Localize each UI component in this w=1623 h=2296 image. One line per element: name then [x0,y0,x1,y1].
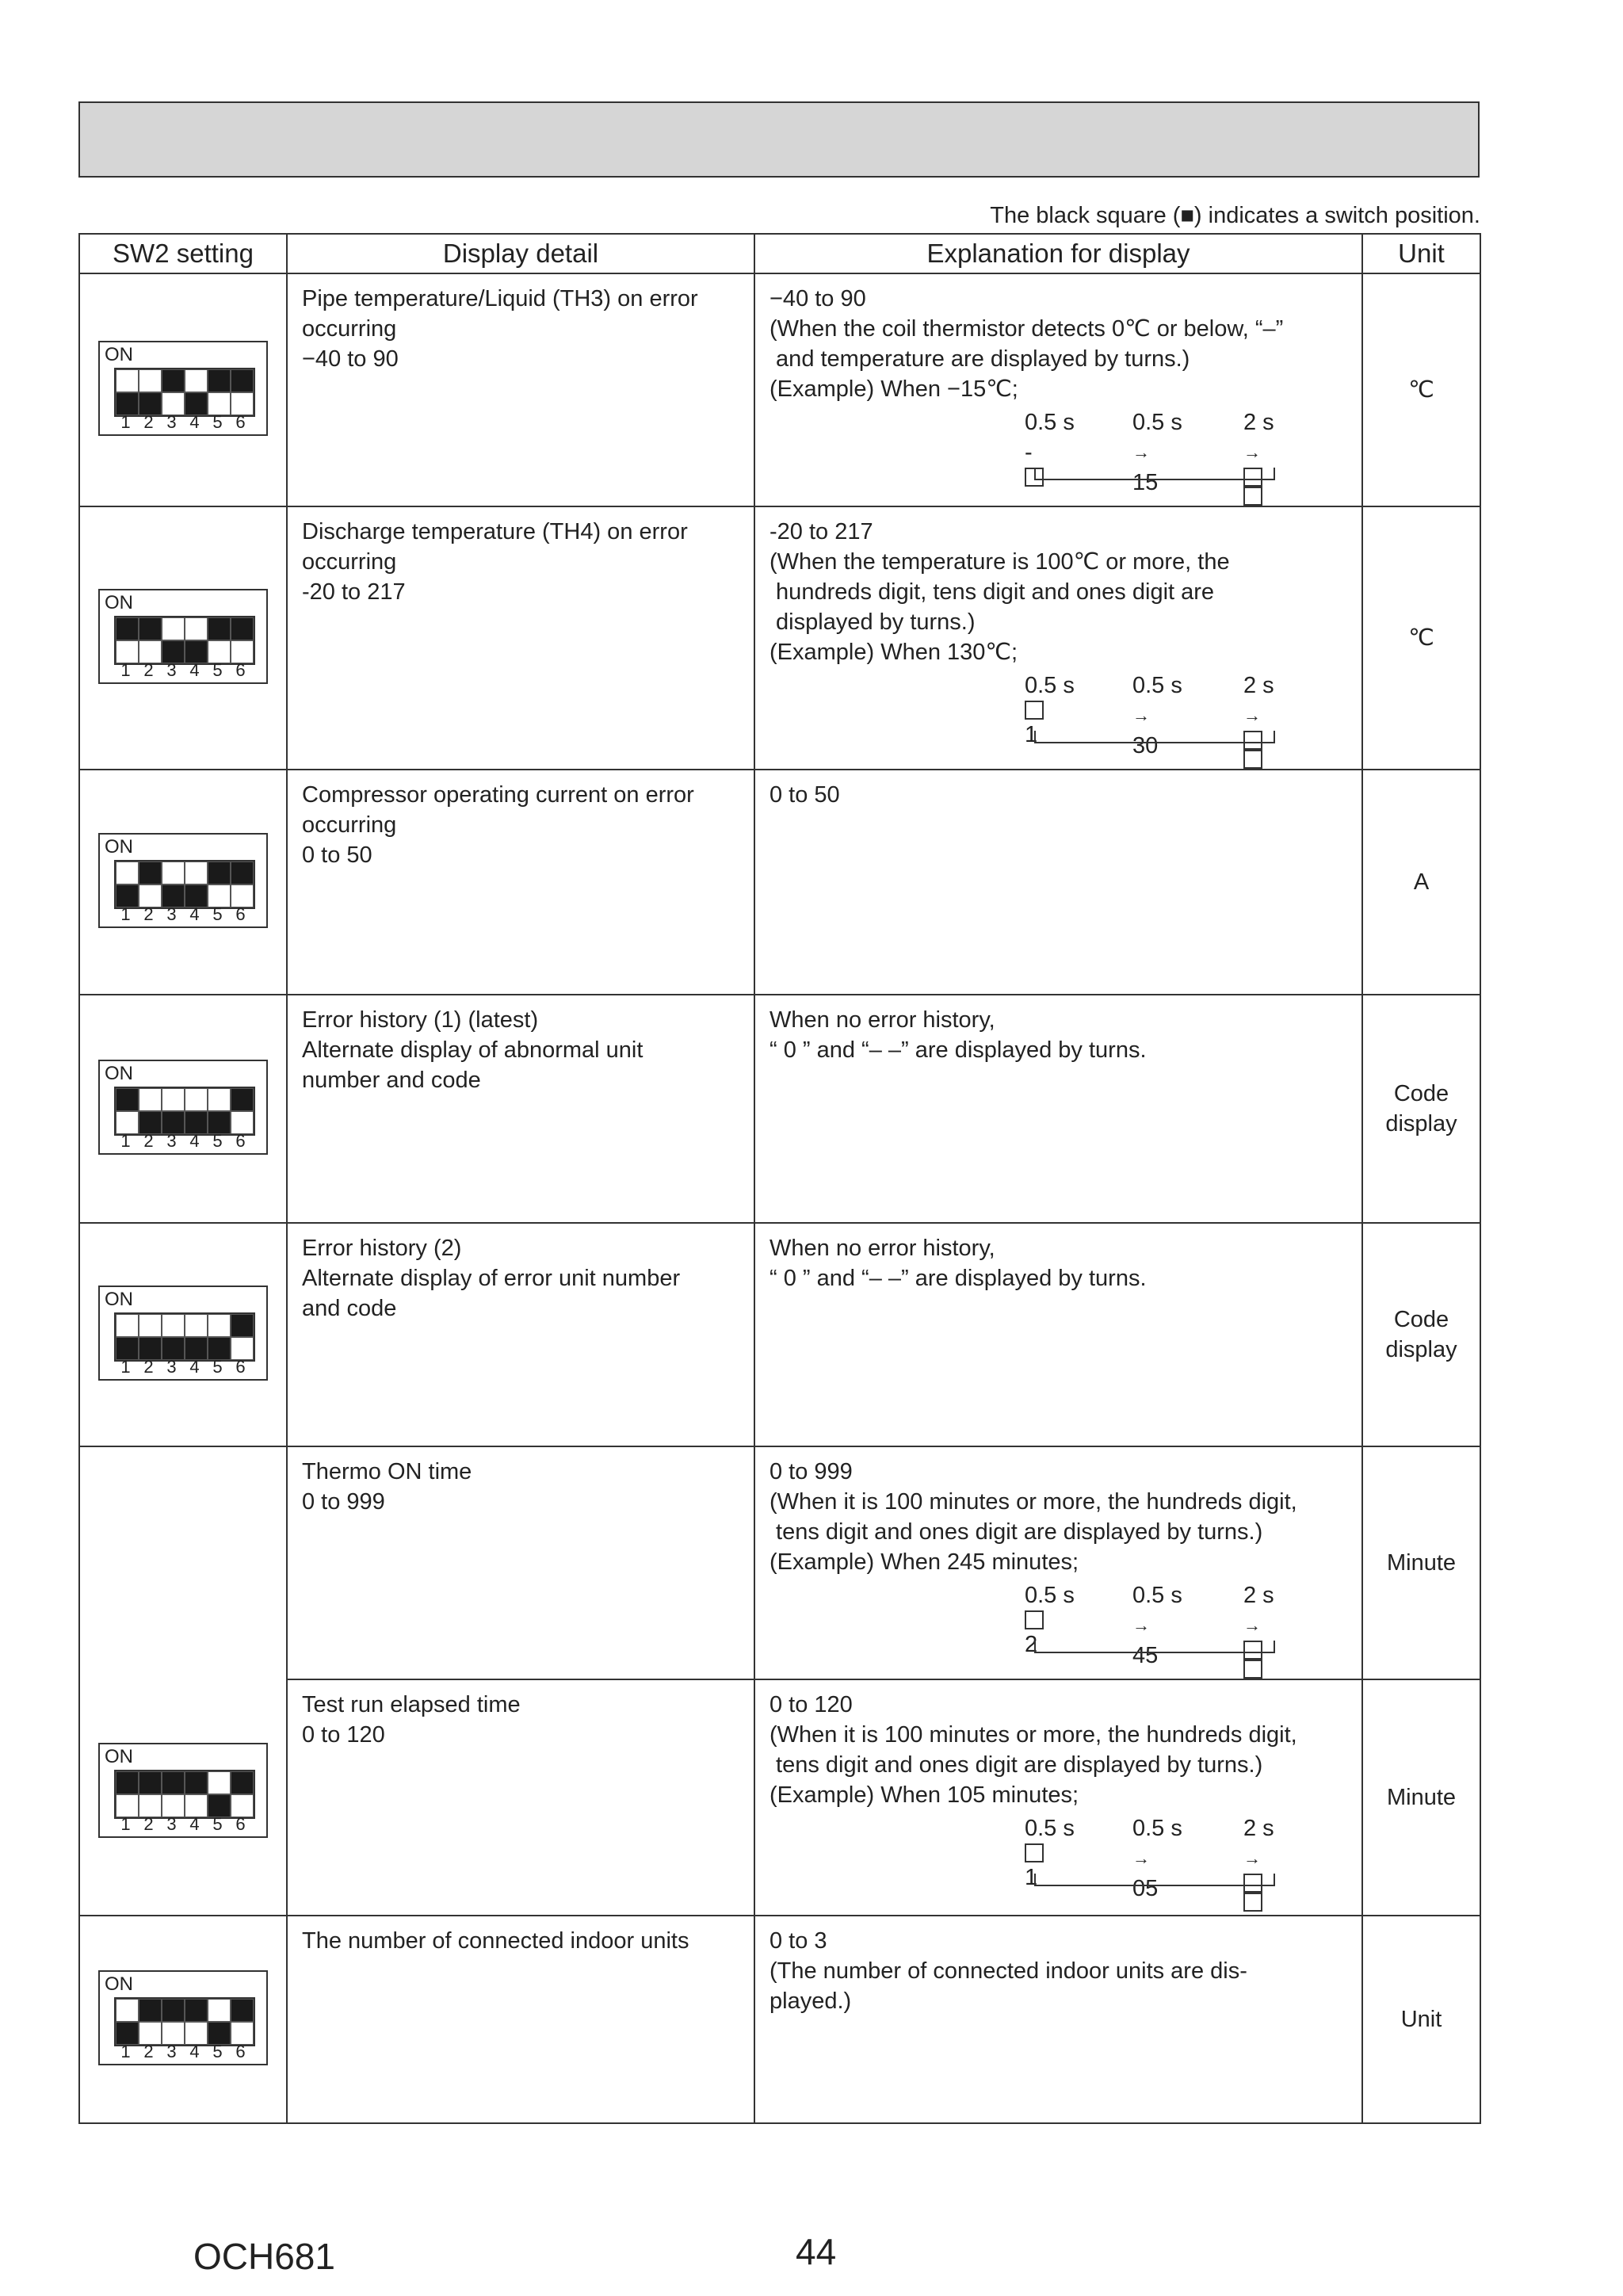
blank-digit [1243,487,1262,506]
dip-number: 5 [212,904,223,924]
dip-number: 1 [120,1356,131,1377]
detail-line: occurring [302,549,397,575]
display-detail-cell [287,1223,754,1446]
arrow-icon: → [1132,442,1150,462]
dip-switch-6-on [231,1771,254,1794]
dip-switch-2-on [139,1999,162,2022]
dip-switch-3-on [162,861,185,884]
explanation [755,1916,1361,2016]
explanation-cell [754,1223,1362,1446]
table-row [79,273,1480,506]
dip-number: 6 [235,1813,246,1834]
unit-cell [1362,995,1480,1223]
dip-switch-6-on [231,861,254,884]
dip-switch-3-on [162,1088,185,1111]
explanation-cell [754,273,1362,506]
unit-cell [1362,273,1480,506]
blank-digit [1025,1843,1044,1862]
sequence-time: 0.5 s [1025,673,1075,698]
dip-number: 6 [235,659,246,680]
unit-value: Code [1393,1081,1449,1106]
dip-switch-grid [114,368,255,417]
unit-cell [1362,770,1480,995]
dip-switch-numbers [114,904,254,925]
explanation-line: displayed by turns.) [769,609,976,635]
dip-number: 1 [120,1130,131,1151]
sequence-times [1025,670,1361,701]
sequence-time: 2 s [1243,673,1274,698]
unit-cell [1362,1223,1480,1446]
dip-number: 6 [235,2041,246,2061]
dip-number: 1 [120,904,131,924]
dip-number: 4 [189,411,200,432]
dip-switch-5-on [208,617,231,640]
table-header-row [79,234,1480,273]
dip-number: 3 [166,904,177,924]
unit-value: Unit [1400,2007,1442,2032]
dip-switch-5-on [208,861,231,884]
header-display-detail: Display detail [287,234,754,273]
dip-number: 5 [212,1813,223,1834]
dip-switch-2-on [139,1771,162,1794]
dip-switch-numbers [114,1357,254,1377]
explanation-line: “ 0 ” and “– –” are displayed by turns. [769,1037,1147,1063]
detail-line: 0 to 120 [302,1722,385,1748]
sw2-setting-cell [79,1223,287,1446]
unit-cell [1362,1679,1480,1916]
header-bar [78,101,1480,178]
table-row [79,770,1480,995]
dip-on-label: ON [105,1745,133,1767]
detail-line: and code [302,1296,397,1321]
explanation-cell [754,995,1362,1223]
arrow-icon: → [1243,1848,1261,1868]
sequence-times [1025,407,1361,437]
display-sequence [755,1813,1361,1912]
step-1-value: 2 [1025,1632,1038,1657]
display-detail [288,995,754,1095]
detail-line: number and code [302,1068,481,1093]
explanation-line: (When the coil thermistor detects 0℃ or below, “–” [769,316,1284,342]
sequence-time: 0.5 s [1025,1816,1075,1841]
dip-switch-1-on [116,1088,139,1111]
switch-note: The black square (■) indicates a switch position. [990,203,1480,228]
dip-switch-6-on [231,1999,254,2022]
dip-switch-grid [114,1770,255,1819]
dip-number: 2 [143,659,154,680]
unit-value: display [1385,1337,1457,1362]
table-row [79,1916,1480,2123]
dip-switch-6-on [231,369,254,392]
dip-number: 4 [189,659,200,680]
unit-value: display [1385,1111,1457,1137]
model-code: OCH681 [193,2236,335,2277]
sequence-time: 0.5 s [1025,410,1075,435]
dip-on-label: ON [105,343,133,365]
explanation-line: (Example) When −15℃; [769,376,1018,402]
sw2-setting-cell [79,273,287,506]
explanation-cell [754,770,1362,995]
step-1-value: 1 [1025,722,1038,747]
arrow-icon: → [1243,1615,1261,1635]
sequence-time: 2 s [1243,1816,1274,1841]
arrow-icon: → [1132,1848,1150,1868]
dip-on-label: ON [105,1973,133,1995]
table-row [79,506,1480,770]
sw2-setting-cell [79,770,287,995]
sw2-setting-cell [79,506,287,770]
dip-switch-5-on [208,1314,231,1337]
dip-switch-grid [114,1087,255,1136]
dip-switch-2-on [139,369,162,392]
dip-number: 2 [143,904,154,924]
dip-number: 5 [212,1356,223,1377]
dip-switch-diagram [98,341,268,436]
explanation-line: 0 to 120 [769,1692,853,1717]
detail-line: Alternate display of abnormal unit [302,1037,643,1063]
display-sequence [755,407,1361,506]
display-detail-cell [287,273,754,506]
arrow-icon: → [1243,705,1261,725]
dip-number: 3 [166,659,177,680]
sequence-time: 0.5 s [1132,1816,1182,1841]
explanation-line: When no error history, [769,1007,995,1033]
dip-number: 4 [189,904,200,924]
dip-number: 4 [189,1813,200,1834]
dip-number: 1 [120,659,131,680]
dip-switch-diagram [98,1286,268,1381]
table-row [79,995,1480,1223]
dip-switch-5-on [208,1088,231,1111]
display-detail [288,770,754,870]
dip-number: 5 [212,411,223,432]
table-row [79,1223,1480,1446]
display-detail [288,1680,754,1750]
explanation-line: played.) [769,1988,852,2014]
explanation-line: tens digit and ones digit are displayed by turns.) [769,1752,1263,1778]
dip-switch-grid [114,1312,255,1362]
explanation [755,274,1361,404]
blank-digit [1025,701,1044,720]
dip-switch-5-on [208,369,231,392]
dip-switch-4-on [185,1999,208,2022]
dip-switch-2-on [139,1088,162,1111]
dip-switch-4-on [185,1314,208,1337]
explanation-line: 0 to 999 [769,1459,853,1484]
table-row [79,1446,1480,1679]
dip-switch-6-on [231,1314,254,1337]
display-detail [288,274,754,374]
dip-switch-1-on [116,617,139,640]
dip-switch-diagram [98,1060,268,1155]
display-detail-cell [287,1916,754,2123]
display-detail [288,1224,754,1324]
detail-line: Thermo ON time [302,1459,472,1484]
explanation-cell [754,1679,1362,1916]
unit-cell [1362,1916,1480,2123]
dip-number: 4 [189,2041,200,2061]
dip-switch-3-on [162,1771,185,1794]
detail-line: -20 to 217 [302,579,406,605]
sequence-time: 2 s [1243,410,1274,435]
detail-line: occurring [302,316,397,342]
dip-switch-5-on [208,1999,231,2022]
display-detail-cell [287,1446,754,1679]
dip-switch-1-on [116,1314,139,1337]
dip-switch-4-on [185,617,208,640]
sw2-table [78,233,1481,2124]
dip-number: 3 [166,1813,177,1834]
page-number: 44 [796,2231,837,2272]
detail-line: 0 to 50 [302,842,372,868]
display-sequence [755,670,1361,769]
step-1-value: 1 [1025,1865,1038,1890]
arrow-icon: → [1132,1615,1150,1635]
explanation-line: (When it is 100 minutes or more, the hundreds digit, [769,1722,1297,1748]
dip-number: 5 [212,1130,223,1151]
dip-switch-numbers [114,2042,254,2062]
dip-switch-6-on [231,617,254,640]
explanation-line: −40 to 90 [769,286,866,311]
dip-switch-1-on [116,861,139,884]
unit-value: Code [1393,1307,1449,1332]
dip-number: 2 [143,1356,154,1377]
dip-number: 3 [166,1356,177,1377]
explanation-line: tens digit and ones digit are displayed by turns.) [769,1519,1263,1545]
dip-number: 4 [189,1356,200,1377]
blank-digit [1243,1893,1262,1912]
dip-number: 1 [120,2041,131,2061]
dip-switch-numbers [114,660,254,681]
detail-line: Error history (2) [302,1236,462,1261]
dip-switch-4-on [185,1088,208,1111]
detail-line: The number of connected indoor units [302,1928,689,1954]
explanation [755,995,1361,1065]
detail-line: Error history (1) (latest) [302,1007,539,1033]
dip-switch-4-on [185,1771,208,1794]
dip-number: 2 [143,1813,154,1834]
sequence-time: 0.5 s [1132,1583,1182,1608]
dip-switch-2-on [139,1314,162,1337]
dip-switch-1-on [116,1771,139,1794]
explanation [755,770,1361,810]
dip-switch-5-on [208,1771,231,1794]
explanation [755,1680,1361,1810]
explanation-line: hundreds digit, tens digit and ones digit are [769,579,1215,605]
dip-on-label: ON [105,591,133,613]
sw2-setting-cell [79,995,287,1223]
dip-switch-numbers [114,1131,254,1152]
detail-line: Discharge temperature (TH4) on error [302,519,688,544]
loop-bracket [1034,468,1275,480]
display-detail-cell [287,506,754,770]
detail-line: Compressor operating current on error [302,782,694,808]
sequence-time: 0.5 s [1132,673,1182,698]
display-detail-cell [287,995,754,1223]
dip-switch-numbers [114,1814,254,1835]
blank-digit [1243,750,1262,769]
dip-number: 1 [120,411,131,432]
explanation-cell [754,506,1362,770]
sequence-times [1025,1580,1361,1610]
header-explanation: Explanation for display [754,234,1362,273]
detail-line: Alternate display of error unit number [302,1266,681,1291]
detail-line: occurring [302,812,397,838]
dip-number: 5 [212,659,223,680]
display-detail [288,1447,754,1517]
explanation [755,507,1361,667]
unit-value: ℃ [1408,625,1434,651]
loop-bracket [1034,731,1275,743]
step-2-value: 15 [1132,470,1159,495]
loop-bracket [1034,1641,1275,1653]
display-detail-cell [287,1679,754,1916]
dip-number: 3 [166,411,177,432]
dip-number: 1 [120,1813,131,1834]
display-sequence [755,1580,1361,1679]
detail-line: 0 to 999 [302,1489,385,1515]
sequence-time: 0.5 s [1025,1583,1075,1608]
explanation-line: “ 0 ” and “– –” are displayed by turns. [769,1266,1147,1291]
header-sw2-setting: SW2 setting [79,234,287,273]
explanation-cell [754,1916,1362,2123]
explanation-line: 0 to 50 [769,782,840,808]
dip-switch-3-on [162,369,185,392]
table-row [79,1679,1480,1916]
dip-number: 3 [166,1130,177,1151]
dip-switch-grid [114,1997,255,2046]
display-detail-cell [287,770,754,995]
dip-switch-diagram [98,1970,268,2065]
dip-switch-grid [114,616,255,665]
dip-switch-2-on [139,617,162,640]
arrow-icon: → [1132,705,1150,725]
unit-value: A [1413,869,1430,895]
dip-number: 2 [143,411,154,432]
explanation-line: -20 to 217 [769,519,873,544]
dip-switch-diagram [98,1743,268,1838]
dip-switch-diagram [98,589,268,684]
dip-on-label: ON [105,1288,133,1310]
unit-cell [1362,1446,1480,1679]
explanation-line: When no error history, [769,1236,995,1261]
dip-number: 6 [235,411,246,432]
explanation-line: 0 to 3 [769,1928,827,1954]
dip-on-label: ON [105,1062,133,1084]
dip-switch-1-on [116,1999,139,2022]
dip-switch-6-on [231,1088,254,1111]
dip-switch-grid [114,860,255,909]
dip-switch-2-on [139,861,162,884]
sequence-time: 2 s [1243,1583,1274,1608]
dip-number: 2 [143,1130,154,1151]
sequence-time: 0.5 s [1132,410,1182,435]
unit-cell [1362,506,1480,770]
explanation-line: (When it is 100 minutes or more, the hundreds digit, [769,1489,1297,1515]
explanation-line: (The number of connected indoor units are dis- [769,1958,1247,1984]
arrow-icon: → [1243,442,1261,462]
dip-switch-3-on [162,617,185,640]
explanation [755,1447,1361,1577]
sequence-times [1025,1813,1361,1843]
explanation-line: (Example) When 130℃; [769,640,1018,665]
step-2-value: 05 [1132,1876,1159,1901]
explanation [755,1224,1361,1293]
dip-switch-4-on [185,369,208,392]
detail-line: Pipe temperature/Liquid (TH3) on error [302,286,698,311]
dip-number: 6 [235,1356,246,1377]
explanation-line: (When the temperature is 100℃ or more, the [769,549,1230,575]
unit-value: Minute [1386,1785,1457,1810]
unit-value: Minute [1386,1550,1457,1576]
detail-line: −40 to 90 [302,346,399,372]
display-detail [288,1916,754,1956]
dip-switch-3-on [162,1314,185,1337]
explanation-cell [754,1446,1362,1679]
explanation-line: (Example) When 245 minutes; [769,1549,1079,1575]
detail-line: Test run elapsed time [302,1692,521,1717]
header-unit: Unit [1362,234,1480,273]
dip-switch-3-on [162,1999,185,2022]
dip-switch-1-on [116,369,139,392]
dip-number: 4 [189,1130,200,1151]
loop-bracket [1034,1874,1275,1886]
sw2-setting-cell [79,1916,287,2123]
dip-on-label: ON [105,835,133,858]
step-1-value: - [1025,440,1033,465]
dip-number: 5 [212,2041,223,2061]
dip-number: 6 [235,904,246,924]
dip-number: 6 [235,1130,246,1151]
blank-digit [1025,1610,1044,1629]
step-2-value: 30 [1132,733,1159,758]
dip-number: 3 [166,2041,177,2061]
display-detail [288,507,754,607]
explanation-line: and temperature are displayed by turns.) [769,346,1190,372]
dip-switch-numbers [114,412,254,433]
dip-number: 2 [143,2041,154,2061]
sw2-setting-cell [79,1446,287,1916]
unit-value: ℃ [1408,377,1434,403]
blank-digit [1243,1660,1262,1679]
step-2-value: 45 [1132,1643,1159,1668]
explanation-line: (Example) When 105 minutes; [769,1782,1079,1808]
dip-switch-4-on [185,861,208,884]
dip-switch-diagram [98,833,268,928]
